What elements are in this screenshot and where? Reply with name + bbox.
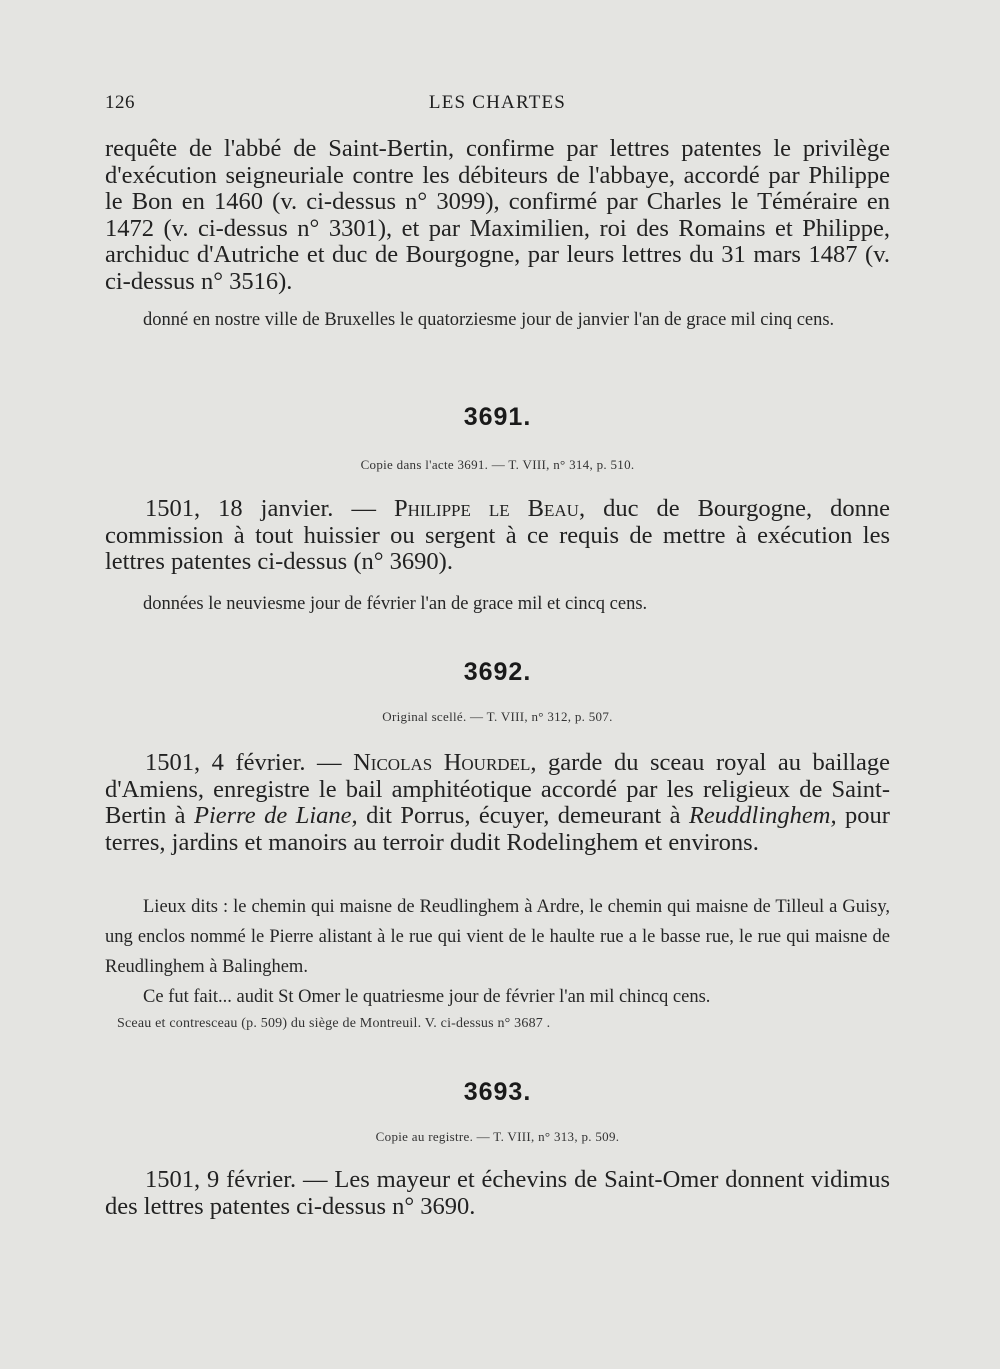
entry-summary	[105, 1167, 890, 1220]
place-name: Reuddlinghem,	[688, 802, 837, 829]
entry-closing	[105, 589, 890, 619]
entry-text-a: , garde du sceau royal au baillage d'Amiens, enregistre le bail amphitéotique accordé par les religieux de Saint-Bertin à	[105, 749, 891, 829]
seal-note-text: Sceau et contresceau (p. 509) du siège de Montreuil. V. ci-dessus n° 3687 .	[117, 1016, 551, 1031]
entry-number: 3691.	[463, 403, 532, 431]
intro-closing-text: donné en nostre ville de Bruxelles le quatorziesme jour de janvier l'an de grace mil cinq cens.	[143, 310, 835, 330]
seal-note	[105, 1016, 890, 1032]
lieux-dits	[105, 892, 890, 982]
entry-source: Copie dans l'acte 3691. — T. VIII, n° 314, p. 510.	[360, 457, 635, 472]
entry-summary	[105, 496, 890, 576]
entry-text-b: dit Porrus, écuyer, demeurant à	[357, 802, 689, 829]
entry-person: Philippe le Beau	[393, 495, 579, 522]
entry-person: Nicolas Hourdel	[353, 749, 531, 776]
entry-date: 1501, 9 février. —	[145, 1166, 328, 1193]
entry-closing-text: Ce fut fait... audit St Omer le quatriesme jour de février l'an mil chincq cens.	[143, 987, 711, 1007]
running-title: LES CHARTES	[428, 92, 567, 113]
entry-text-c: pour terres, jardins et manoirs au terroir dudit Rodelinghem et environs.	[105, 802, 890, 856]
lieux-dits-text: Lieux dits : le chemin qui maisne de Reudlinghem à Ardre, le chemin qui maisne de Tilleul a Guisy, ung enclos nommé le Pierre alistant à le rue qui vient de le haulte rue a le basse rue, le rue qui maisne de Reudlinghem à Balinghem.	[105, 897, 890, 977]
entry-summary	[105, 750, 890, 856]
place-name: Pierre de Liane,	[194, 802, 358, 829]
intro-paragraph: requête de l'abbé de Saint-Bertin, confirme par lettres patentes le privilège d'exécution seigneuriale contre les débiteurs de l'abbaye, accordé par Philippe le Bon en 1460 (v. ci-dessus n° 3099), confirmé par Charles le Téméraire en 1472 (v. ci-dessus n° 3301), et par Maximilien, roi des Romains et Philippe, archiduc d'Autriche et duc de Bourgogne, par leurs lettres du 31 mars 1487 (v. ci-dessus n° 3516).	[105, 135, 890, 295]
entry-closing	[105, 982, 890, 1012]
entry-text: Les mayeur et échevins de Saint-Omer donnent vidimus des lettres patentes ci-dessus n° 3690.	[105, 1166, 890, 1220]
entry-source: Original scellé. — T. VIII, n° 312, p. 507.	[382, 709, 613, 724]
entry-date: 1501, 4 février. —	[145, 749, 342, 776]
page-number: 126	[105, 92, 135, 113]
entry-number: 3693.	[463, 1078, 532, 1106]
entry-date: 1501, 18 janvier. —	[145, 495, 376, 522]
entry-source: Copie au registre. — T. VIII, n° 313, p. 509.	[375, 1129, 620, 1144]
entry-text: , duc de Bourgogne, donne commission à tout huissier ou sergent à ce requis de mettre à exécution les lettres patentes ci-dessus (n° 3690).	[105, 495, 891, 575]
intro-closing	[105, 306, 890, 335]
entry-number: 3692.	[463, 658, 532, 686]
entry-closing-text: données le neuviesme jour de février l'an de grace mil et cincq cens.	[143, 594, 648, 614]
page-header	[105, 92, 890, 122]
